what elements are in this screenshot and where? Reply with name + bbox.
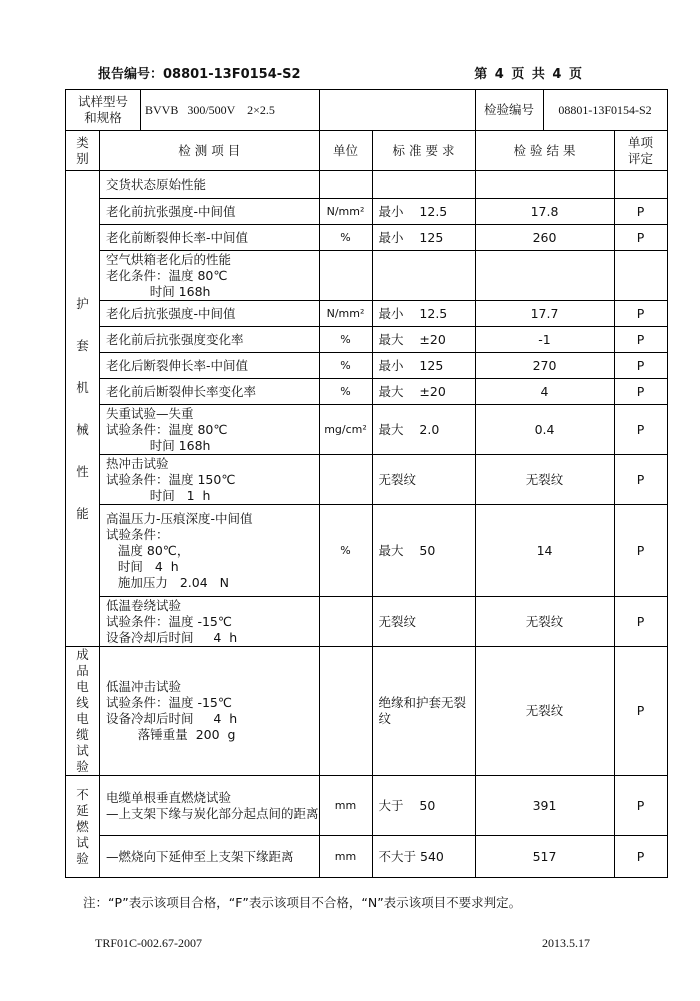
test-item: [100, 199, 320, 225]
test-item-line: 老化条件：温度 80℃: [106, 267, 228, 283]
judge-cell: P: [614, 225, 667, 251]
category-char: 电: [76, 679, 89, 694]
test-item-line: 低温卷绕试验: [106, 597, 182, 613]
test-item-line: —上支架下缘与炭化部分起点间的距离: [106, 805, 319, 821]
category-char: 不: [76, 786, 89, 802]
standard-cell: 最大 2.0: [372, 405, 475, 455]
result-cell: 无裂纹: [475, 647, 614, 776]
category-char: 试: [76, 743, 89, 758]
standard-cell: 最大 ±20: [372, 327, 475, 353]
unit-cell: mm: [319, 776, 372, 836]
sample-info-row: [66, 90, 668, 131]
judge-cell: P: [614, 505, 667, 597]
test-item-line: 空气烘箱老化后的性能: [106, 251, 232, 267]
judge-cell: P: [614, 455, 667, 505]
test-item-line: 老化后抗张强度-中间值: [106, 305, 236, 321]
test-item-line: 施加压力 2.04 N: [106, 574, 229, 590]
table-row: [66, 776, 668, 836]
test-item: [100, 327, 320, 353]
col-judge: [614, 131, 667, 171]
sample-spec-label: [66, 90, 141, 130]
test-item: [100, 455, 320, 505]
table-row: [66, 327, 668, 353]
col-unit: 单位: [319, 131, 372, 171]
test-item-line: 老化前后抗张强度变化率: [106, 331, 244, 347]
unit-cell: [319, 647, 372, 776]
result-cell: 14: [475, 505, 614, 597]
sample-label-line1: 试样型号: [77, 94, 128, 109]
judge-cell: P: [614, 776, 667, 836]
category-char: 套: [76, 337, 89, 353]
unit-cell: %: [319, 225, 372, 251]
result-cell: 0.4: [475, 405, 614, 455]
col-result: 检 验 结 果: [475, 131, 614, 171]
table-row: [66, 597, 668, 647]
test-item: [100, 776, 320, 836]
standard-cell: 不大于 540: [372, 836, 475, 878]
category-cable: [66, 647, 100, 776]
unit-cell: %: [319, 353, 372, 379]
category-char: 线: [76, 695, 89, 710]
category-sheath: [66, 171, 100, 647]
category-char: 机: [76, 379, 89, 395]
category-char: 延: [76, 802, 89, 818]
result-cell: 270: [475, 353, 614, 379]
col-category-1: 类: [76, 134, 89, 150]
standard-cell: 最大 ±20: [372, 379, 475, 405]
test-item-line: 设备冷却后时间 4 h: [106, 629, 238, 645]
form-number: TRF01C-002.67-2007: [95, 936, 203, 950]
judge-cell: P: [614, 301, 667, 327]
judge-cell: P: [614, 647, 667, 776]
standard-cell: 最小 12.5: [372, 199, 475, 225]
test-item-line: 失重试验—失重: [106, 405, 194, 421]
test-item-line: 时间 1 h: [106, 487, 211, 503]
standard-cell: 最小 125: [372, 225, 475, 251]
unit-cell: %: [319, 327, 372, 353]
test-item-line: 试验条件：: [106, 526, 169, 542]
unit-cell: mg/cm²: [319, 405, 372, 455]
table-row: [66, 353, 668, 379]
category-char: 性: [76, 463, 89, 479]
judge-cell: P: [614, 405, 667, 455]
test-item-line: 时间 4 h: [106, 558, 179, 574]
test-item-line: 老化前断裂伸长率-中间值: [106, 229, 249, 245]
table-row: [66, 647, 668, 776]
test-item-line: 电缆单根垂直燃烧试验: [106, 789, 232, 805]
category-char: 品: [76, 663, 89, 678]
standard-cell: 最小 12.5: [372, 301, 475, 327]
unit-cell: N/mm²: [319, 199, 372, 225]
judge-cell: P: [614, 353, 667, 379]
test-item-line: 热冲击试验: [106, 455, 169, 471]
table-row: [66, 225, 668, 251]
standard-cell: 无裂纹: [372, 597, 475, 647]
report-number: 报告编号：08801-13F0154-S2: [98, 67, 301, 82]
col-judge-1: 单项: [628, 134, 654, 150]
result-cell: 4: [475, 379, 614, 405]
category-char: 缆: [76, 727, 89, 742]
test-item-line: 交货状态原始性能: [106, 176, 207, 192]
test-item: [100, 597, 320, 647]
unit-cell: N/mm²: [319, 301, 372, 327]
result-cell: 无裂纹: [475, 597, 614, 647]
col-item: 检 测 项 目: [100, 131, 320, 171]
table-row: [66, 505, 668, 597]
sample-spec-cont: [319, 90, 475, 131]
standard-cell: 绝缘和护套无裂纹: [372, 647, 475, 776]
test-item-line: 老化前抗张强度-中间值: [106, 203, 236, 219]
judge-cell: P: [614, 379, 667, 405]
test-report-table: [65, 89, 668, 878]
standard-cell: 最大 50: [372, 505, 475, 597]
standard-cell: [372, 251, 475, 301]
table-row: [66, 455, 668, 505]
category-char: 燃: [76, 818, 89, 834]
unit-cell: mm: [319, 836, 372, 878]
standard-cell: [372, 171, 475, 199]
note-text: 注：“P”表示该项目合格，“F”表示该项目不合格，“N”表示该项目不要求判定。: [83, 895, 522, 910]
test-item: [100, 301, 320, 327]
standard-cell: 大于 50: [372, 776, 475, 836]
result-cell: 17.7: [475, 301, 614, 327]
inspect-no-value: 08801-13F0154-S2: [543, 90, 667, 131]
sample-spec-value: BVVB 300/500V 2×2.5: [145, 103, 275, 117]
test-item-line: 落锤重量 200 g: [106, 727, 236, 742]
table-row: [66, 171, 668, 199]
unit-cell: [319, 455, 372, 505]
test-item: [100, 379, 320, 405]
category-char: 能: [76, 505, 89, 521]
unit-cell: [319, 171, 372, 199]
column-header-row: [66, 131, 668, 171]
category-char: 验: [76, 850, 89, 866]
standard-cell: 无裂纹: [372, 455, 475, 505]
result-cell: -1: [475, 327, 614, 353]
test-item-line: 低温冲击试验: [106, 679, 182, 694]
result-cell: 无裂纹: [475, 455, 614, 505]
inspect-no-label: 检验编号: [475, 90, 543, 131]
table-row: [66, 251, 668, 301]
test-item: [100, 171, 320, 199]
standard-cell: 最小 125: [372, 353, 475, 379]
judge-cell: P: [614, 597, 667, 647]
category-char: 试: [76, 834, 89, 850]
col-standard: 标 准 要 求: [372, 131, 475, 171]
test-item-line: 试验条件：温度 150℃: [106, 471, 236, 487]
data-rows: [66, 171, 668, 878]
category-char: 械: [76, 421, 89, 437]
col-judge-2: 评定: [628, 150, 654, 166]
result-cell: 17.8: [475, 199, 614, 225]
test-item: [100, 836, 320, 878]
table-row: [66, 379, 668, 405]
test-item: [100, 353, 320, 379]
test-item-line: 试验条件：温度 -15℃: [106, 695, 232, 710]
test-item-line: 老化后断裂伸长率-中间值: [106, 357, 249, 373]
test-item-line: 时间 168h: [106, 283, 211, 299]
result-cell: 260: [475, 225, 614, 251]
test-item-line: 时间 168h: [106, 437, 211, 453]
test-item-line: 温度 80℃，: [106, 542, 190, 558]
table-row: [66, 836, 668, 878]
test-item-line: 试验条件：温度 -15℃: [106, 613, 232, 629]
test-item-line: 设备冷却后时间 4 h: [106, 711, 238, 726]
test-item: [100, 225, 320, 251]
unit-cell: %: [319, 505, 372, 597]
col-category-2: 别: [76, 150, 89, 166]
unit-cell: [319, 251, 372, 301]
judge-cell: [614, 251, 667, 301]
sample-label-line2: 和规格: [84, 110, 122, 125]
category-char: 验: [76, 759, 89, 774]
table-row: [66, 199, 668, 225]
sample-spec-cell: [66, 90, 320, 131]
unit-cell: [319, 597, 372, 647]
test-item-line: 高温压力-压痕深度-中间值: [106, 510, 253, 526]
result-cell: [475, 171, 614, 199]
judge-cell: P: [614, 327, 667, 353]
category-char: 护: [76, 295, 89, 311]
col-category: [66, 131, 100, 171]
table-row: [66, 405, 668, 455]
report-date: 2013.5.17: [542, 936, 590, 950]
test-item: [100, 647, 320, 776]
result-cell: 517: [475, 836, 614, 878]
test-item: [100, 405, 320, 455]
test-item-line: —燃烧向下延伸至上支架下缘距离: [106, 848, 294, 864]
category-flame: [66, 776, 100, 878]
judge-cell: [614, 171, 667, 199]
test-item: [100, 505, 320, 597]
category-char: 电: [76, 711, 89, 726]
table-row: [66, 301, 668, 327]
result-cell: 391: [475, 776, 614, 836]
judge-cell: P: [614, 836, 667, 878]
test-item-line: 老化前后断裂伸长率变化率: [106, 383, 257, 399]
category-char: 成: [76, 647, 89, 662]
result-cell: [475, 251, 614, 301]
test-item-line: 试验条件：温度 80℃: [106, 421, 228, 437]
page-indicator: 第 4 页 共 4 页: [474, 67, 582, 82]
unit-cell: %: [319, 379, 372, 405]
test-item: [100, 251, 320, 301]
judge-cell: P: [614, 199, 667, 225]
